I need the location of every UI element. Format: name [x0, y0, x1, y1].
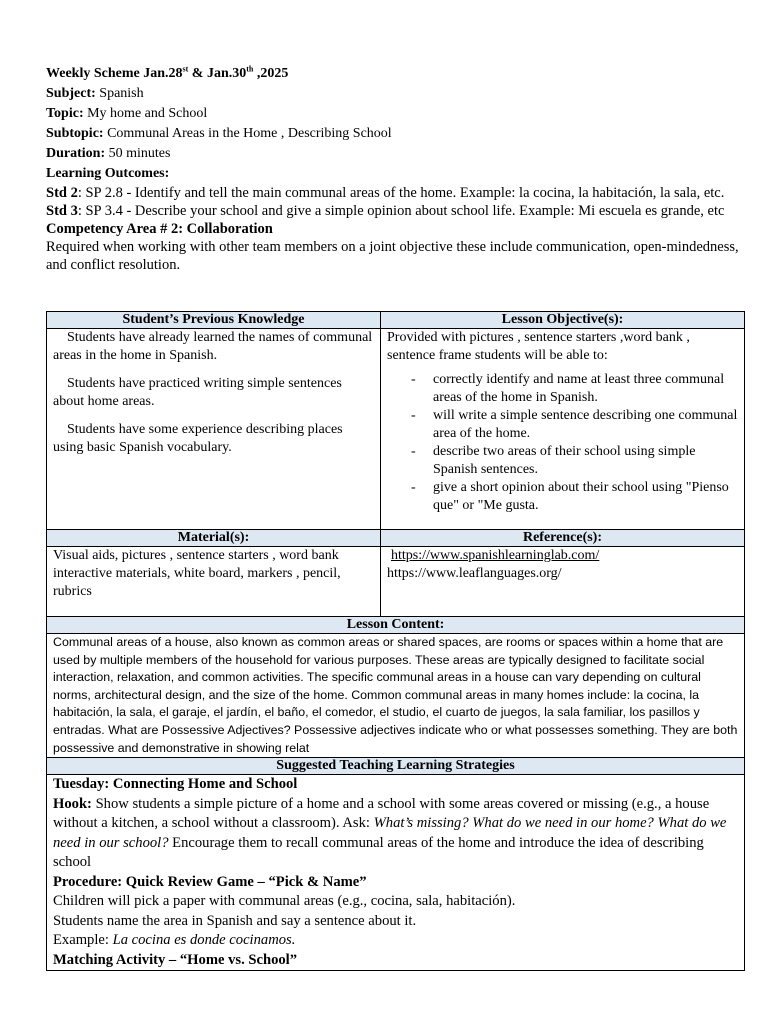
tuesday-title: Tuesday: Connecting Home and School [53, 776, 298, 793]
competency-text: Required when working with other team members on a joint objective these include communication, open-mindedness, and conflict resolution. [46, 239, 739, 273]
materials-header: Material(s): [47, 530, 381, 546]
example-line: Example: La cocina es donde cocinamos. [53, 932, 296, 949]
materials-row [47, 546, 744, 616]
subtopic-line: Subtopic: Communal Areas in the Home , Describing School [46, 126, 392, 141]
reference-link[interactable]: https://www.spanishlearninglab.com/ [391, 548, 600, 563]
objectives-intro: Provided with pictures , sentence starters ,word bank , sentence frame students will be able to: [387, 330, 690, 363]
weekly-scheme-title: Weekly Scheme Jan.28st & Jan.30th ,2025 [46, 64, 289, 81]
references-cell [381, 547, 744, 616]
strategies-header: Suggested Teaching Learning Strategies [47, 758, 744, 774]
lesson-plan-table [46, 311, 745, 971]
strategies-header-row [47, 757, 744, 774]
reference-link[interactable]: https://www.leaflanguages.org/ [387, 566, 562, 581]
matching-title: Matching Activity – “Home vs. School” [53, 951, 298, 968]
strategies-cell [47, 775, 744, 970]
content-row [47, 633, 744, 757]
std2-outcome: Std 2: SP 2.8 - Identify and tell the main communal areas of the home. Example: la cocina, la habitación, la sala, etc. [46, 185, 725, 201]
procedure-line: Students name the area in Spanish and say a sentence about it. [53, 912, 417, 929]
references-header: Reference(s): [381, 530, 744, 546]
learning-outcomes-label: Learning Outcomes: [46, 166, 170, 181]
topic-line: Topic: My home and School [46, 106, 208, 121]
lesson-content: Communal areas of a house, also known as common areas or shared spaces, are rooms or spaces within a home that are used by multiple members of the household for various purposes. These areas are typically designed to facilitate social interaction, relaxation, and common activities. The specific communal areas in a house can vary depending on cultural norms, architectural design, and the size of the home. Common communal areas in many homes include: la cocina, la habitación, la sala, el garaje, el jardín, el baño, el comedor, el studio, el cuarto de juegos, la sala familiar, los pasillos y entradas. What are Possessive Adjectives? Possessive adjectives indicate who or what possesses something. They are both possessive and demonstrative in showing relat [53, 635, 738, 755]
knowledge-objectives-row [47, 328, 744, 529]
objective-item: - will write a simple sentence describing one communal area of the home. [411, 407, 738, 443]
hook-paragraph: Hook: Show students a simple picture of a home and a school with some areas covered or missing (e.g., a house without a kitchen, a school without a classroom). Ask: What’s missing? What do we need in our home? What do we need in our school? Encourage them to recall communal areas of the home and introduce the idea of describing school [53, 795, 727, 871]
strategies-row [47, 774, 744, 970]
duration-line: Duration: 50 minutes [46, 146, 171, 161]
prev-knowledge-header: Student’s Previous Knowledge [47, 312, 381, 328]
objectives-header: Lesson Objective(s): [381, 312, 744, 328]
prev-knowledge-item: Students have already learned the names of communal areas in the home in Spanish. [53, 330, 373, 363]
content-header-row [47, 616, 744, 633]
materials-cell: Visual aids, pictures , sentence starters , word bank interactive materials, white board, markers , pencil, rubrics [47, 547, 381, 616]
std3-outcome: Std 3: SP 3.4 - Describe your school and give a simple opinion about school life. Example: Mi escuela es grande, etc [46, 203, 725, 219]
materials-header-row [47, 529, 744, 546]
procedure-title: Procedure: Quick Review Game – “Pick & Name” [53, 873, 367, 890]
objective-item: - correctly identify and name at least three communal areas of the home in Spanish. [411, 371, 738, 407]
prev-knowledge-cell [47, 329, 381, 529]
document-header [46, 64, 746, 274]
prev-knowledge-item: Students have some experience describing places using basic Spanish vocabulary. [53, 422, 343, 455]
objectives-cell [381, 329, 744, 529]
objective-item: - give a short opinion about their school using "Pienso que" or "Me gusta. [411, 479, 738, 515]
objective-item: - describe two areas of their school using simple Spanish sentences. [411, 443, 738, 479]
content-header: Lesson Content: [47, 617, 744, 633]
subject-line: Subject: Spanish [46, 86, 144, 101]
objectives-list [387, 371, 738, 515]
table-header-row [47, 312, 744, 328]
prev-knowledge-item: Students have practiced writing simple sentences about home areas. [53, 376, 342, 409]
competency-title: Competency Area # 2: Collaboration [46, 221, 273, 237]
procedure-line: Children will pick a paper with communal areas (e.g., cocina, sala, habitación). [53, 893, 516, 910]
